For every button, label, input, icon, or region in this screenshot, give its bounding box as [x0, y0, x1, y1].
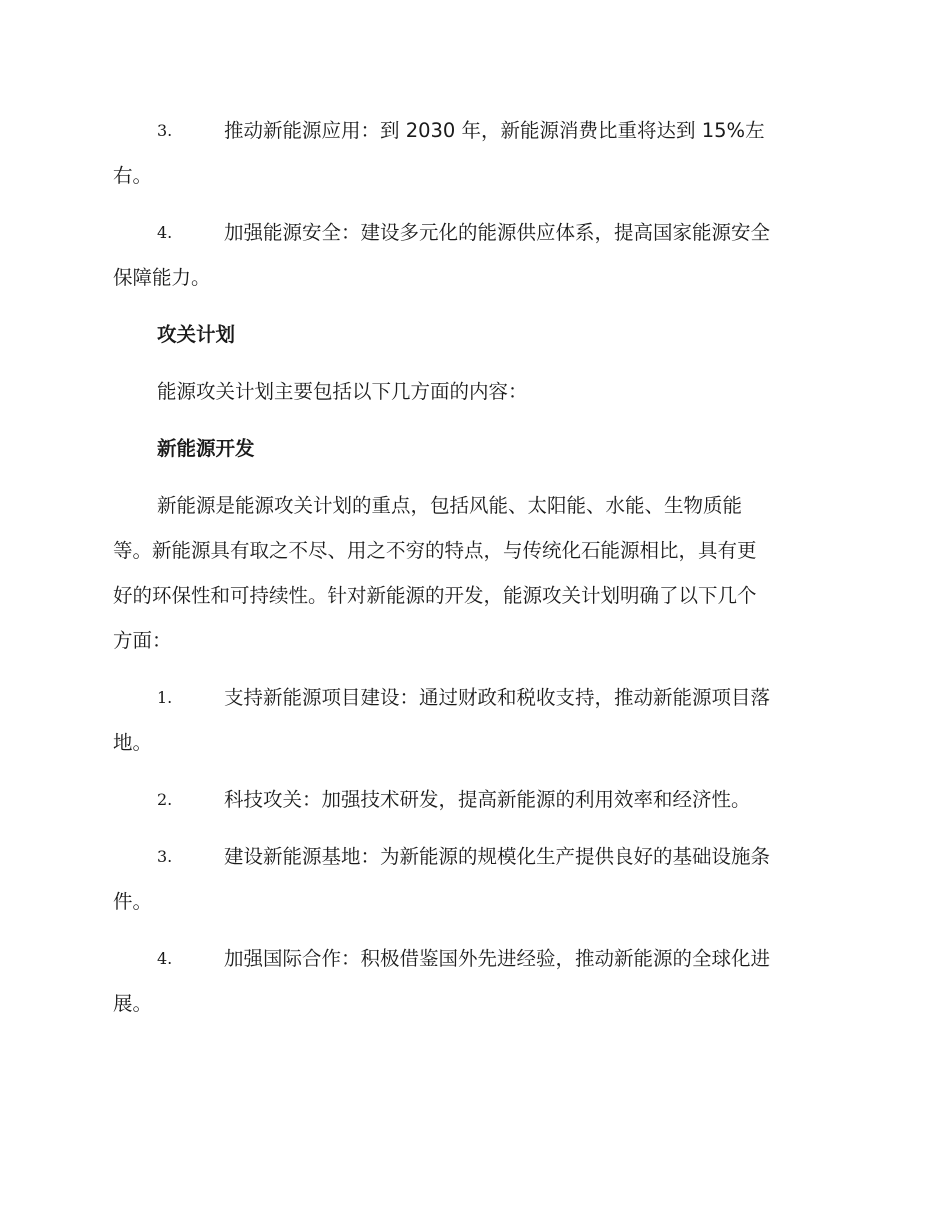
- list-text-continuation: 展。: [113, 992, 153, 1015]
- list-item: [113, 675, 835, 765]
- list-text-continuation: 地。: [113, 731, 153, 754]
- list-text: 支持新能源项目建设：通过财政和税收支持，推动新能源项目落: [224, 686, 771, 709]
- list-item: [113, 108, 835, 198]
- list-item: [113, 210, 835, 300]
- list-text-continuation: 保障能力。: [113, 266, 211, 289]
- list-number: 3.: [157, 847, 173, 866]
- list-number: 3.: [157, 121, 173, 140]
- list-text: 推动新能源应用：到 2030 年，新能源消费比重将达到 15%左: [224, 119, 765, 142]
- list-text-continuation: 件。: [113, 890, 153, 913]
- list-item: [113, 777, 835, 822]
- list-text: 建设新能源基地：为新能源的规模化生产提供良好的基础设施条: [224, 845, 771, 868]
- list-text: 加强国际合作：积极借鉴国外先进经验，推动新能源的全球化进: [224, 947, 771, 970]
- list-number: 1.: [157, 688, 173, 707]
- document-page: [113, 108, 835, 1038]
- intro-paragraph: 能源攻关计划主要包括以下几方面的内容：: [157, 380, 528, 403]
- list-number: 4.: [157, 223, 173, 242]
- list-text-continuation: 右。: [113, 164, 153, 187]
- section-heading: 攻关计划: [157, 323, 236, 346]
- list-number: 4.: [157, 949, 173, 968]
- list-item: [113, 936, 835, 1026]
- list-item: [113, 834, 835, 924]
- list-number: 2.: [157, 790, 173, 809]
- list-text: 加强能源安全：建设多元化的能源供应体系，提高国家能源安全: [224, 221, 771, 244]
- section-heading: 新能源开发: [157, 437, 255, 460]
- list-text: 科技攻关：加强技术研发，提高新能源的利用效率和经济性。: [224, 788, 751, 811]
- body-paragraph: 新能源是能源攻关计划的重点，包括风能、太阳能、水能、生物质能 等。新能源具有取之不尽、用之不穷的特点，与传统化石能源相比，具有更 好的环保性和可持续性。针对新能源的开发，能源攻关计划明确了以下几个 方面：: [113, 494, 757, 652]
